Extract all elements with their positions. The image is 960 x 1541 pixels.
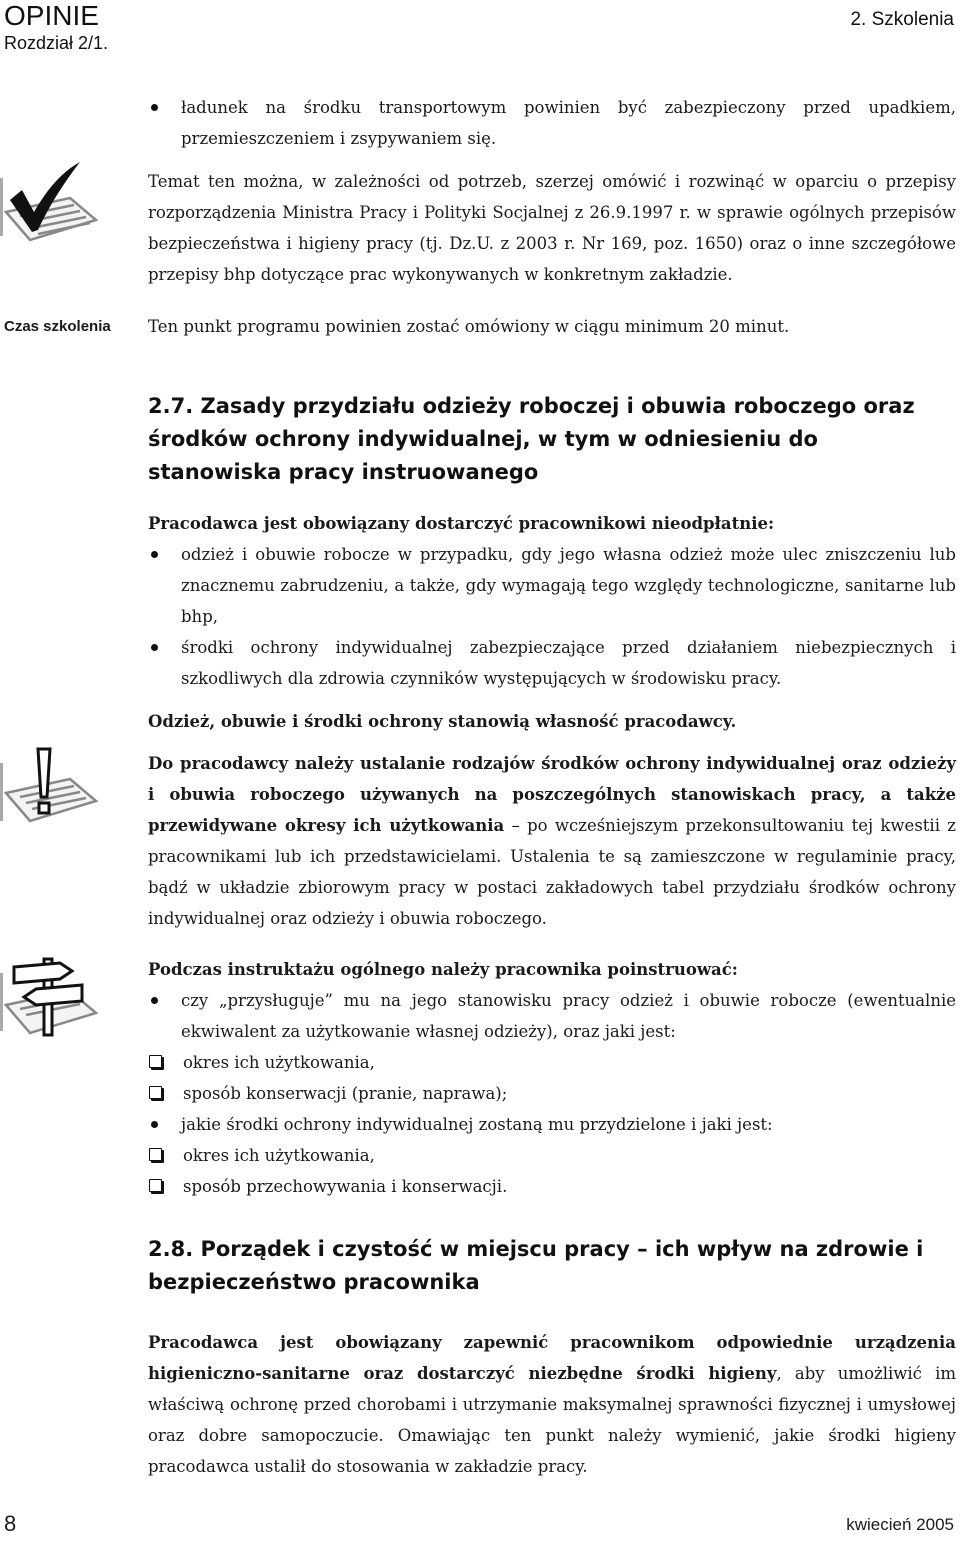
intro-block: [148, 92, 956, 290]
checkbox-list: [148, 1140, 956, 1202]
emphasis-text: Pracodawca jest obowiązany zapewnić pracownikom odpowiednie urządzenia higieniczno-sanitarne oraz dostarczyć niezbędne środki higieny: [148, 1333, 956, 1383]
section-label: 2. Szkolenia: [850, 9, 954, 30]
section-heading: 2.7. Zasady przydziału odzieży roboczej i obuwia roboczego oraz środków ochrony indywidualnej, w tym w odniesieniu do stanowiska pracy instruowanego: [148, 394, 915, 484]
body-text: , aby umożliwić im właściwą ochronę przed chorobami i utrzymanie maksymalnej sprawności fizycznej i umysłowej oraz dobre samopoczucie. Omawiając ten punkt należy wymienić, jakie środki higieny pracodawca ustalił do stosowania w zakładzie pracy.: [148, 1364, 956, 1476]
section-body: [148, 508, 956, 694]
list-item: środki ochrony indywidualnej zabezpieczające przed działaniem niebezpiecznych i szkodliwych dla zdrowia czynników występujących w środowisku pracy.: [148, 632, 956, 694]
bullet-list: [148, 92, 956, 154]
signpost-notepad-icon: [0, 955, 100, 1047]
section-body: [148, 748, 956, 934]
body-paragraph: [148, 748, 956, 934]
body-paragraph: Podczas instruktażu ogólnego należy pracownika poinstruować:: [148, 960, 738, 979]
checkbox-list-item: sposób konserwacji (pranie, naprawa);: [148, 1078, 956, 1109]
training-time-text: Ten punkt programu powinien zostać omówiony w ciągu minimum 20 minut.: [148, 317, 790, 336]
section-body: [148, 954, 956, 1202]
bullet-list: [148, 539, 956, 694]
checkmark-notepad-icon: [0, 160, 100, 252]
list-item: odzież i obuwie robocze w przypadku, gdy jego własna odzież może ulec zniszczeniu lub znacznemu zabrudzeniu, a także, gdy wymagają tego względy technologiczne, sanitarne lub bhp,: [148, 539, 956, 632]
body-paragraph: Temat ten można, w zależności od potrzeb, szerzej omówić i rozwinąć w oparciu o przepisy rozporządzenia Ministra Pracy i Polityki Socjalnej z 26.9.1997 r. w sprawie ogólnych przepisów bezpieczeństwa i higieny pracy (tj. Dz.U. z 2003 r. Nr 169, poz. 1650) oraz o inne szczegółowe przepisy bhp dotyczące prac wykonywanych w konkretnym zakładzie.: [148, 172, 956, 284]
list-item: [148, 1109, 956, 1202]
list-item-text: czy „przysługuje” mu na jego stanowisku pracy odzież i obuwie robocze (ewentualnie ekwiwalent za użytkowanie własnej odzieży), oraz jaki jest:: [181, 991, 956, 1041]
chapter-label: Rozdział 2/1.: [4, 33, 109, 53]
page-number: 8: [4, 1511, 17, 1536]
training-time-block: [148, 311, 956, 342]
checkbox-list: [148, 1047, 956, 1109]
checkbox-list-item: okres ich użytkowania,: [148, 1140, 956, 1171]
list-item: [148, 985, 956, 1109]
list-item: ładunek na środku transportowym powinien być zabezpieczony przed upadkiem, przemieszczeniem i zsypywaniem się.: [148, 92, 956, 154]
body-text: – po wcześniejszym przekonsultowaniu tej kwestii z pracownikami lub ich przedstawicielami. Ustalenia te są zamieszczone w regulaminie pracy, bądź w układzie zbiorowym pracy w postaci zakładowych tabel przydziału środków ochrony indywidualnej oraz odzieży i obuwia roboczego.: [148, 816, 956, 928]
section-body: [148, 706, 956, 737]
running-header: [4, 0, 108, 54]
section-heading: 2.8. Porządek i czystość w miejscu pracy – ich wpływ na zdrowie i bezpieczeństwo pracownika: [148, 1237, 924, 1294]
training-time-label: Czas szkolenia: [4, 318, 111, 335]
checkbox-list-item: sposób przechowywania i konserwacji.: [148, 1171, 956, 1202]
body-paragraph: [148, 1327, 956, 1482]
body-paragraph: Pracodawca jest obowiązany dostarczyć pracownikowi nieodpłatnie:: [148, 514, 775, 533]
checkbox-list-item: okres ich użytkowania,: [148, 1047, 956, 1078]
section-body: [148, 1327, 956, 1482]
brand-title: OPINIE: [4, 0, 99, 31]
bullet-list: [148, 985, 956, 1202]
issue-date: kwiecień 2005: [846, 1515, 954, 1534]
ownership-note: Odzież, obuwie i środki ochrony stanowią własność pracodawcy.: [148, 712, 737, 731]
exclamation-notepad-icon: [0, 745, 100, 837]
list-item-text: jakie środki ochrony indywidualnej zostaną mu przydzielone i jaki jest:: [181, 1115, 773, 1134]
emphasis-text: Do pracodawcy należy ustalanie rodzajów środków ochrony indywidualnej oraz odzieży i obuwia roboczego używanych na poszczególnych stanowiskach pracy, a także przewidywane okresy ich użytkowania: [148, 754, 956, 835]
